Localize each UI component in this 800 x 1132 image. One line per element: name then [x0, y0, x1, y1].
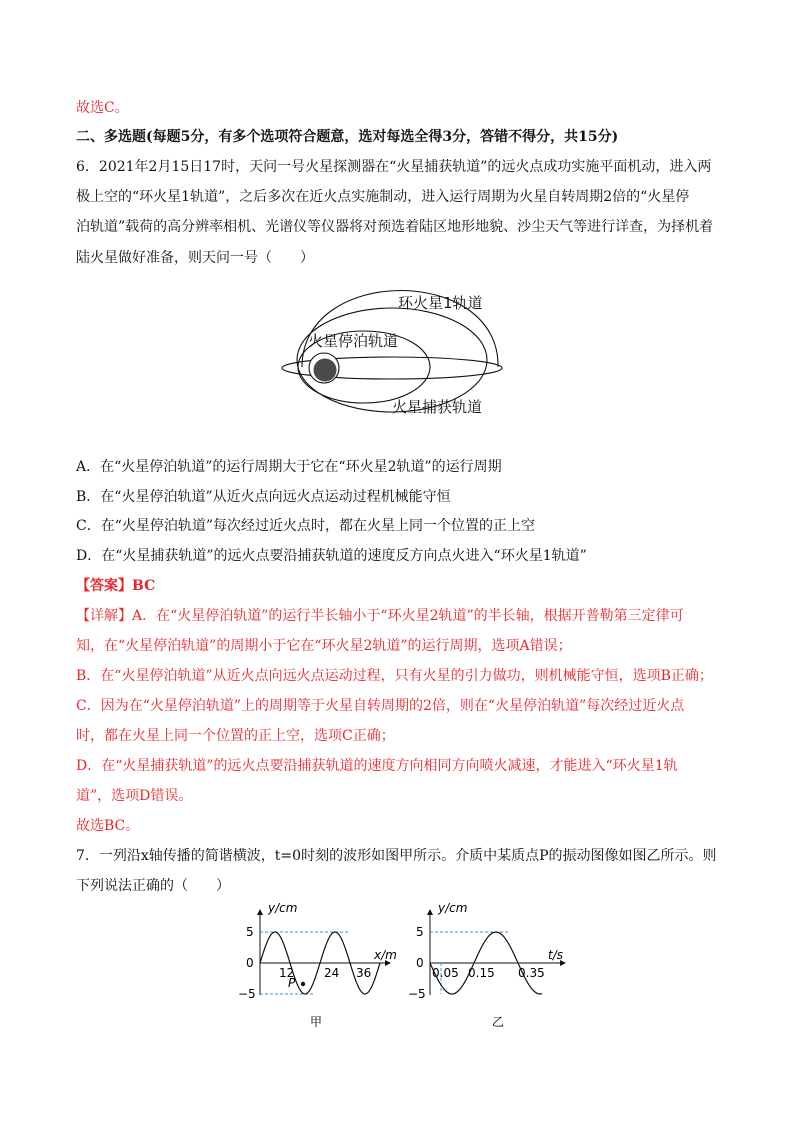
y-axis-label: y/cm: [268, 901, 298, 915]
option-a: A．在“火星停泊轨道”的运行周期大于它在“环火星2轨道”的运行周期: [76, 459, 502, 475]
wave-graph-jia: [238, 901, 397, 1029]
option-b: B．在“火星停泊轨道”从近火点向远火点运动过程机械能守恒: [76, 489, 451, 505]
explanation-line: 时，都在火星上同一个位置的正上空，选项C正确；: [76, 728, 395, 744]
orbit-diagram: [280, 285, 520, 435]
option-d: D．在“火星捕获轨道”的远火点要沿捕获轨道的速度反方向点火进入“环火星1轨道”: [76, 548, 587, 564]
x-tick-label: 36: [356, 966, 372, 980]
explanation-line: 【详解】A．在“火星停泊轨道”的运行半长轴小于“环火星2轨道”的半长轴，根据开普勒第三定律可: [76, 608, 684, 624]
point-p-label: P: [288, 976, 296, 990]
section-heading: 二、多选题(每题5分，有多个选项符合题意，选对每选全得3分，答错不得分，共15分): [76, 129, 619, 145]
mars-body: [314, 359, 337, 382]
question-7-line: 下列说法正确的（ ）: [76, 878, 230, 894]
origin-label: 0: [416, 956, 424, 970]
answer-line: 【答案】BC: [76, 578, 156, 594]
explanation-line: 知，在“火星停泊轨道”的周期小于它在“环火星2轨道”的运行周期，选项A错误；: [76, 638, 572, 654]
explanation-line: 道”，选项D错误。: [76, 788, 193, 804]
explanation-line: D．在“火星捕获轨道”的远火点要沿捕获轨道的速度方向相同方向喷火减速，才能进入“环火星1轨: [76, 758, 678, 774]
capture-orbit-label: 火星捕获轨道: [392, 398, 483, 416]
explanation-line: C．因为在“火星停泊轨道”上的周期等于火星自转周期的2倍，则在“火星停泊轨道”每次经过近火点: [76, 698, 685, 714]
conclusion-line: 故选BC。: [76, 818, 140, 834]
point-p-marker: [301, 982, 305, 986]
x-tick-label: 24: [324, 966, 340, 980]
question-7-line: 7．一列沿x轴传播的简谐横波，t=0时刻的波形如图甲所示。介质中某质点P的振动图像如图乙所示。则: [76, 848, 717, 864]
t-tick-label: 0.15: [468, 966, 495, 980]
x-axis-label: t/s: [548, 948, 563, 962]
x-tick-label: 12: [279, 966, 295, 980]
t-tick-label: 0.35: [518, 966, 545, 980]
wave-graph-yi: [408, 901, 565, 1029]
y-tick-label: 5: [246, 925, 254, 939]
y-tick-label: 5: [416, 925, 424, 939]
question-6-line: 泊轨道”载荷的高分辨率相机、光谱仪等仪器将对预选着陆区地形地貌、沙尘天气等进行详查，为择机着: [76, 219, 714, 235]
question-6-line: 极上空的“环火星1轨道”，之后多次在近火点实施制动，进入运行周期为火星自转周期2倍的“火星停: [76, 189, 690, 205]
t-tick-label: 0.05: [432, 966, 459, 980]
question-6-line: 6．2021年2月15日17时，天问一号火星探测器在“火星捕获轨道”的远火点成功实施平面机动，进入两: [76, 159, 712, 175]
y-tick-label: −5: [408, 987, 426, 1001]
wave-figures: [230, 900, 570, 1030]
x-axis-label: x/m: [374, 948, 397, 962]
caption-yi: 乙: [492, 1015, 505, 1029]
y-tick-label: −5: [238, 987, 256, 1001]
parking-orbit-label: 火星停泊轨道: [308, 332, 399, 350]
y-axis-label: y/cm: [438, 901, 468, 915]
caption-jia: 甲: [310, 1015, 323, 1029]
text-line: 故选C。: [76, 100, 129, 116]
option-c: C．在“火星停泊轨道”每次经过近火点时，都在火星上同一个位置的正上空: [76, 518, 536, 534]
explanation-line: B．在“火星停泊轨道”从近火点向远火点运动过程，只有火星的引力做功，则机械能守恒，选项B正确；: [76, 668, 713, 684]
question-6-line: 陆火星做好准备，则天问一号（ ）: [76, 250, 314, 266]
origin-label: 0: [246, 956, 254, 970]
ring1-orbit-label: 环火星1轨道: [398, 294, 483, 312]
